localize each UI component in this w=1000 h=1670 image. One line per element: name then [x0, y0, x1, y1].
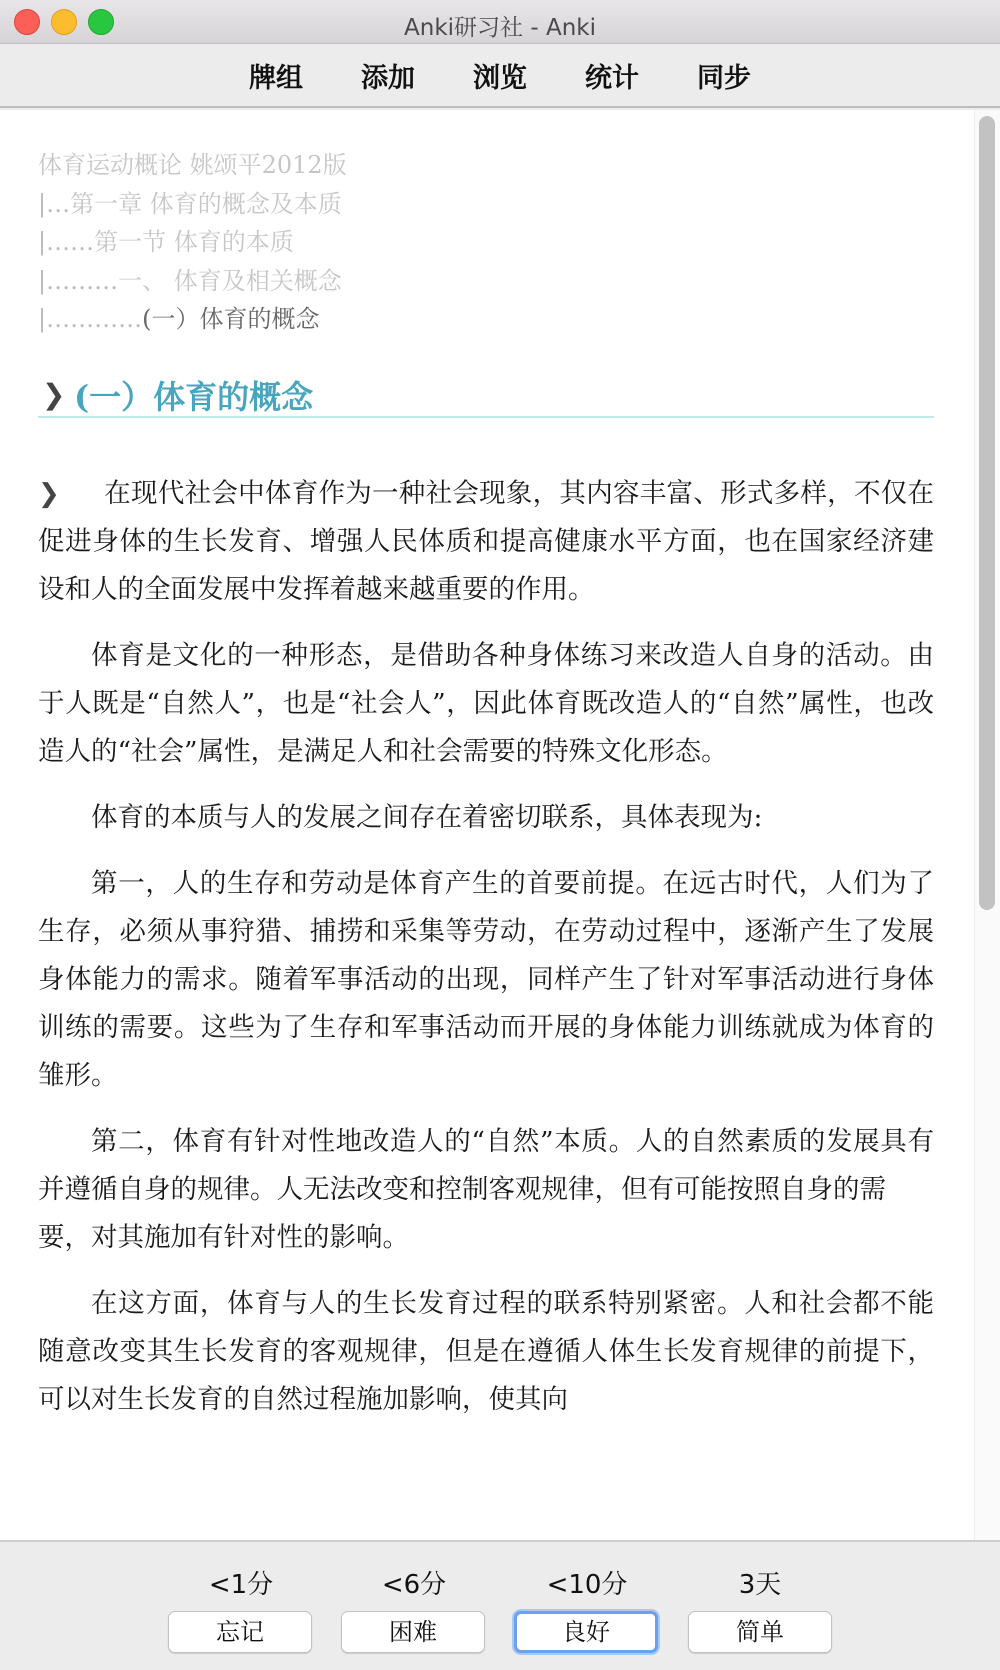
toolbar-sync[interactable]: 同步 [697, 62, 751, 94]
paragraph: 体育的本质与人的发展之间存在着密切联系，具体表现为: [91, 802, 763, 833]
again-button[interactable]: 忘记 [168, 1611, 312, 1653]
window-title: Anki研习社 - Anki [404, 15, 596, 41]
breadcrumb [38, 146, 347, 339]
paragraph: 要，对其施加有针对性的影响。 [38, 1222, 409, 1253]
main-toolbar [0, 44, 1000, 108]
toolbar-stats[interactable]: 统计 [585, 62, 639, 94]
breadcrumb-item: |………一、 体育及相关概念 [38, 266, 342, 295]
good-button[interactable]: 良好 [514, 1611, 658, 1653]
scrollbar-thumb[interactable] [979, 116, 995, 910]
paragraph: ❯ 在现代社会中体育作为一种社会现象，其内容丰富、形式多样，不仅在促进身体的生长发育、增强人民体质和提高健康水平方面，也在国家经济建设和人的全面发展中发挥着越来越重要的作用。 [38, 470, 934, 614]
breadcrumb-item: 体育运动概论 姚颂平2012版 [38, 151, 347, 179]
paragraph: 体育是文化的一种形态，是借助各种身体练习来改造人自身的活动。由于人既是“自然人”，也是“社会人”，因此体育既改造人的“自然”属性，也改造人的“社会”属性，是满足人和社会需要的特殊文化形态。 [38, 640, 934, 767]
paragraph: 在这方面，体育与人的生长发育过程的联系特别紧密。人和社会都不能随意改变其生长发育的客观规律，但是在遵循人体生长发育规律的前提下，可以对生长发育的自然过程施加影响，使其向 [38, 1288, 934, 1415]
easy-button[interactable]: 简单 [688, 1611, 832, 1653]
breadcrumb-item: |……第一节 体育的本质 [38, 228, 294, 256]
answer-bar [0, 1540, 1000, 1670]
hard-button[interactable]: 困难 [341, 1611, 485, 1653]
due-hard: <6分 [381, 1570, 447, 1600]
title-bar [0, 0, 1000, 44]
due-again: <1分 [208, 1570, 274, 1600]
chevron-right-icon[interactable]: ❯ [42, 378, 66, 411]
due-easy: 3天 [738, 1570, 782, 1600]
toolbar-add[interactable]: 添加 [361, 62, 415, 94]
paragraph: 第一，人的生存和劳动是体育产生的首要前提。在远古时代，人们为了生存，必须从事狩猎、捕捞和采集等劳动，在劳动过程中，逐渐产生了发展身体能力的需求。随着军事活动的出现，同样产生了针对军事活动进行身体训练的需要。这些为了生存和军事活动而开展的身体能力训练就成为体育的雏形。 [38, 868, 934, 1091]
toolbar-decks[interactable]: 牌组 [249, 62, 303, 94]
section-title: (一）体育的概念 [74, 378, 314, 416]
breadcrumb-item: |…第一章 体育的概念及本质 [38, 189, 342, 218]
toolbar-browse[interactable]: 浏览 [473, 62, 527, 94]
card-content [0, 110, 1000, 1540]
breadcrumb-item-current: |…………(一）体育的概念 [38, 305, 320, 333]
due-good: <10分 [546, 1570, 628, 1600]
chevron-right-icon[interactable]: ❯ [38, 479, 60, 509]
card-body [38, 470, 934, 1442]
section-heading [38, 372, 934, 418]
paragraph: 第二，体育有针对性地改造人的“自然”本质。人的自然素质的发展具有并遵循自身的规律。人无法改变和控制客观规律，但有可能按照自身的需 [38, 1126, 934, 1205]
